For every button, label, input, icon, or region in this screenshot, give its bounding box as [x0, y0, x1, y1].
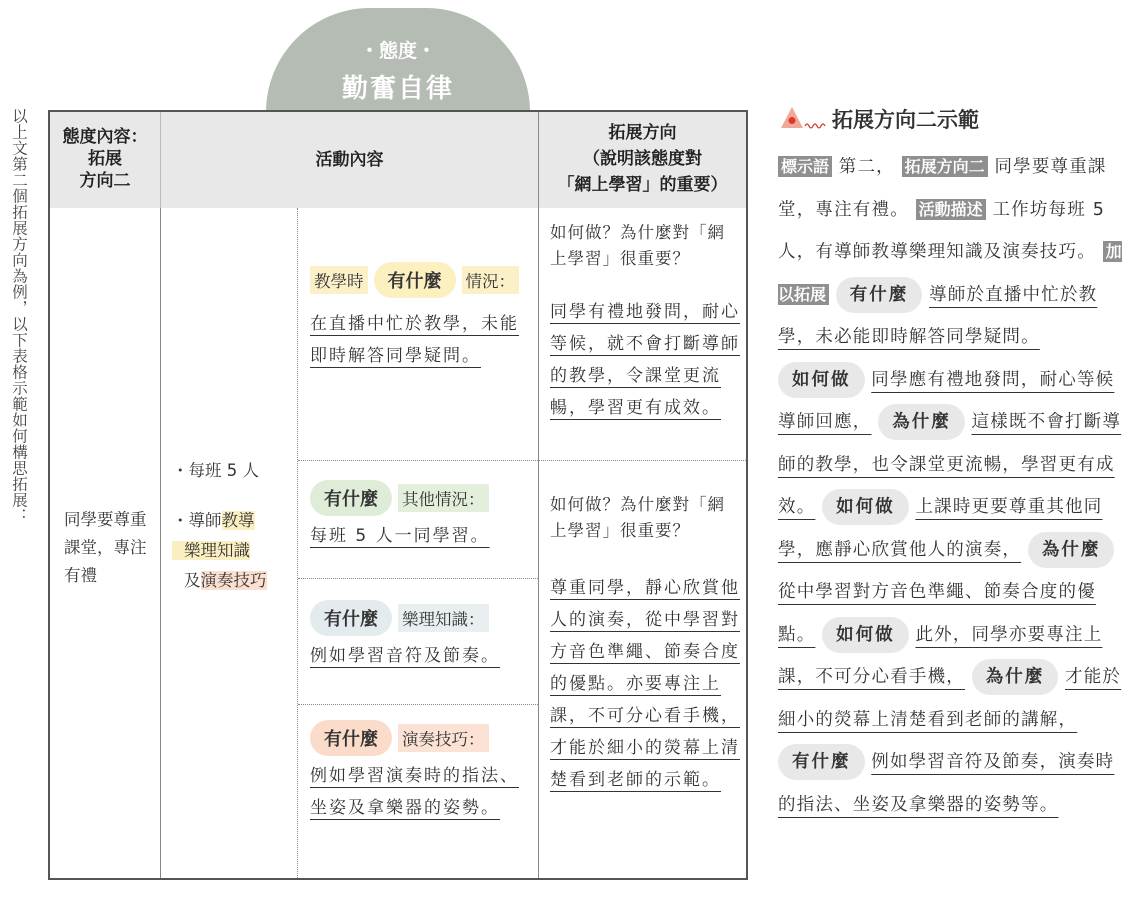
- column-divider: [160, 208, 161, 878]
- activity-highlight: 演奏技巧: [200, 571, 267, 590]
- activity-cell: [310, 480, 530, 552]
- activity-cell: [310, 720, 530, 824]
- arch-subtitle: ・態度・: [359, 40, 436, 62]
- row-divider: [538, 460, 746, 461]
- cell-text: 例如學習音符及節奏。: [310, 646, 500, 666]
- how-pill: 如何做: [822, 617, 909, 653]
- example-text: 同學要尊重課堂，專注有禮。: [778, 157, 1107, 220]
- example-title: [780, 104, 979, 134]
- column-divider: [297, 208, 298, 878]
- header-direction-l1: 拓展方向: [608, 123, 677, 143]
- tag-activity: 活動描述: [916, 199, 986, 220]
- direction-question: 如何做？為什麼對「網上學習」很重要？: [550, 223, 725, 268]
- cell-label: 其他情況：: [398, 484, 489, 512]
- planning-table: [48, 110, 748, 880]
- what-pill: 有什麼: [778, 744, 865, 780]
- activity-text: ・導師: [172, 511, 222, 530]
- row-divider: [298, 460, 538, 461]
- what-pill: 有什麼: [374, 262, 456, 298]
- cell-label: 情況：: [462, 266, 520, 294]
- header-attitude-l1: 態度內容：: [62, 127, 148, 147]
- header-direction-l3: 「網上學習」的重要）: [557, 175, 728, 195]
- why-pill: 為什麼: [972, 659, 1059, 695]
- example-underlined: 同學應有禮地發問，耐心等候導師回應，: [778, 369, 1115, 432]
- activity-cell: [310, 262, 530, 372]
- activity-highlight: 樂理知識: [172, 541, 250, 560]
- why-pill: 為什麼: [878, 404, 965, 440]
- header-direction: [538, 112, 746, 208]
- header-direction-l2: （說明該態度對: [583, 149, 702, 169]
- how-pill: 如何做: [822, 489, 909, 525]
- example-text: 工作坊每班 5 人，有導師教導樂理知識及演奏技巧。: [778, 199, 1106, 262]
- arch-title: 勤奮自律: [341, 74, 454, 104]
- cell-label: 演奏技巧：: [398, 724, 489, 752]
- example-title-text: 拓展方向二示範: [832, 107, 979, 132]
- example-underlined: 導師於直播中忙於教學，未必能即時解答同學疑問。: [778, 284, 1098, 347]
- activity-highlight: 教導: [221, 511, 255, 530]
- header-attitude-l2: 拓展: [88, 149, 122, 169]
- direction-question: 如何做？為什麼對「網上學習」很重要？: [550, 495, 725, 540]
- activity-text: 及: [184, 571, 201, 590]
- row-divider: [298, 704, 538, 705]
- why-pill: 為什麼: [1028, 532, 1115, 568]
- activity-content: [172, 456, 296, 596]
- how-pill: 如何做: [778, 362, 865, 398]
- cell-prefix: 教學時: [310, 266, 368, 294]
- cell-text: 每班 5 人一同學習。: [310, 526, 490, 546]
- direction-answer: 同學有禮地發問，耐心等候，就不會打斷導師的教學，令課堂更流暢，學習更有成效。: [550, 302, 740, 418]
- tag-direction: 拓展方向二: [902, 156, 988, 177]
- example-underlined: 此外，同學亦要專注上課，不可分心看手機，: [778, 624, 1103, 687]
- example-underlined: 才能於細小的熒幕上清楚看到老師的講解，: [778, 667, 1122, 730]
- activity-bullet: [172, 506, 296, 596]
- warning-triangle-icon: [780, 105, 828, 131]
- header-attitude-l3: 方向二: [79, 171, 131, 191]
- attitude-text: 同學要尊重課堂，專注有禮: [64, 510, 147, 585]
- activity-bullet: ・每班 5 人: [172, 461, 259, 480]
- example-underlined: 這樣既不會打斷導師的教學，也令課堂更流暢，學習更有成效。: [778, 412, 1122, 517]
- example-paragraph: [778, 146, 1130, 826]
- example-underlined: 上課時更要尊重其他同學，應靜心欣賞他人的演奏，: [778, 497, 1103, 560]
- what-pill: 有什麼: [836, 277, 923, 313]
- cell-text: 例如學習演奏時的指法、坐姿及拿樂器的姿勢。: [310, 766, 519, 818]
- side-note: 以上文第二個拓展方向為例，以下表格示範如何構思拓展：: [10, 108, 28, 524]
- example-underlined: 從中學習對方音色準繩、節奏合度的優點。: [778, 582, 1096, 645]
- direction-answer: 尊重同學，靜心欣賞他人的演奏，從中學習對方音色準繩、節奏合度的優點。亦要專注上課，不可分心看手機，才能於細小的熒幕上清楚看到老師的示範。: [550, 578, 740, 790]
- attitude-header-arch: [266, 8, 530, 112]
- column-divider: [538, 208, 539, 878]
- what-pill: 有什麼: [310, 720, 392, 756]
- header-activity: 活動內容: [160, 112, 538, 208]
- tag-slogan: 標示語: [778, 156, 832, 177]
- what-pill: 有什麼: [310, 600, 392, 636]
- cell-text: 在直播中忙於教學，未能即時解答同學疑問。: [310, 314, 519, 366]
- tag-expand: 加以拓展: [778, 242, 1122, 304]
- what-pill: 有什麼: [310, 480, 392, 516]
- header-attitude: [50, 112, 160, 208]
- cell-label: 樂理知識：: [398, 604, 489, 632]
- example-underlined: 例如學習音符及節奏，演奏時的指法、坐姿及拿樂器的姿勢等。: [778, 752, 1115, 815]
- activity-cell: [310, 600, 530, 672]
- example-text: 第二，: [838, 157, 895, 177]
- row-divider: [298, 578, 538, 579]
